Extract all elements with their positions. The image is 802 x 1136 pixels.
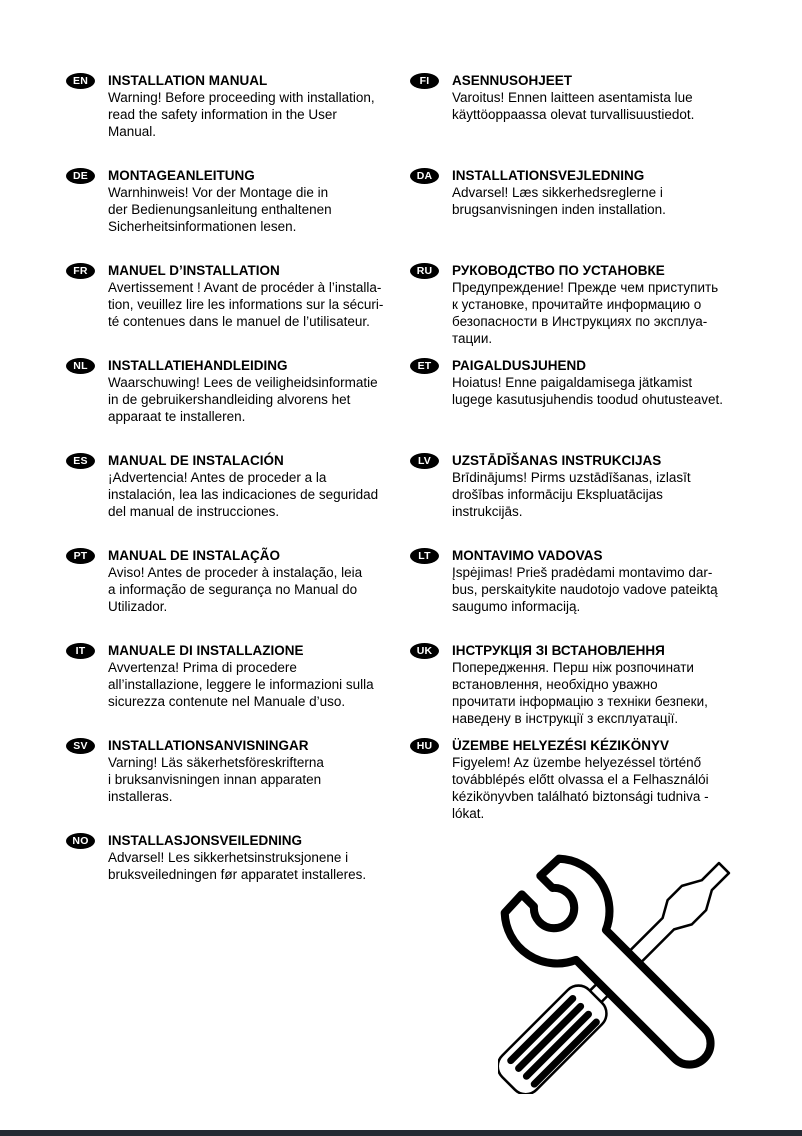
body-line: bus, perskaitykite naudotojo vadove pateiktą	[452, 582, 718, 597]
section-title: MANUEL D’INSTALLATION	[108, 263, 280, 278]
section-title: PAIGALDUSJUHEND	[452, 358, 587, 373]
body-line: Figyelem! Az üzembe helyezéssel történő	[452, 755, 702, 770]
language-section	[66, 832, 366, 883]
section-title: MANUALE DI INSTALLAZIONE	[108, 643, 304, 658]
language-section	[410, 452, 691, 520]
section-body	[108, 374, 378, 425]
body-line: Warning! Before proceeding with installation,	[108, 90, 375, 105]
body-line: Sicherheitsinformationen lesen.	[108, 219, 297, 234]
language-badge: DE	[66, 168, 95, 184]
language-section	[410, 262, 718, 347]
language-section	[410, 357, 723, 408]
body-line: Manual.	[108, 124, 157, 139]
body-line: brugsanvisningen inden installation.	[452, 202, 666, 217]
body-line: тации.	[452, 331, 493, 346]
section-title: INSTALLATION MANUAL	[108, 73, 268, 88]
section-title: РУКОВОДСТВО ПО УСТАНОВКЕ	[452, 263, 665, 278]
body-line: прочитати інформацію з техніки безпеки,	[452, 694, 708, 709]
body-line: saugumo informaciją.	[452, 599, 581, 614]
body-line: ¡Advertencia! Antes de proceder a la	[108, 470, 327, 485]
body-line: apparaat te installeren.	[108, 409, 246, 424]
language-badge: LV	[410, 453, 439, 469]
body-line: in de gebruikershandleiding alvorens het	[108, 392, 351, 407]
body-line: del manual de instrucciones.	[108, 504, 280, 519]
language-badge: SV	[66, 738, 95, 754]
language-section	[410, 167, 666, 218]
section-body	[108, 564, 362, 615]
language-section	[66, 72, 375, 140]
body-line: Varning! Läs säkerhetsföreskrifterna	[108, 755, 324, 770]
language-badge: DA	[410, 168, 439, 184]
language-section	[410, 72, 694, 123]
language-section	[410, 547, 718, 615]
body-line: sicurezza contenute nel Manuale d’uso.	[108, 694, 346, 709]
section-title: MONTAVIMO VADOVAS	[452, 548, 603, 563]
body-line: Brīdinājums! Pirms uzstādīšanas, izlasīt	[452, 470, 691, 485]
section-title: MANUAL DE INSTALAÇÃO	[108, 548, 280, 563]
body-line: instalación, lea las indicaciones de seguridad	[108, 487, 379, 502]
section-title: MANUAL DE INSTALACIÓN	[108, 453, 284, 468]
body-line: lókat.	[452, 806, 485, 821]
body-line: встановлення, необхідно уважно	[452, 677, 658, 692]
body-line: drošības informāciju Ekspluatācijas	[452, 487, 663, 502]
language-section	[410, 737, 709, 822]
section-body	[452, 564, 718, 615]
language-badge: EN	[66, 73, 95, 89]
language-badge: ES	[66, 453, 95, 469]
section-body	[108, 184, 332, 235]
body-line: наведену в інструкції з експлуатації.	[452, 711, 679, 726]
body-line: Advarsel! Læs sikkerhedsreglerne i	[452, 185, 663, 200]
body-line: Hoiatus! Enne paigaldamisega jätkamist	[452, 375, 693, 390]
body-line: tion, veuillez lire les informations sur la sécuri-	[108, 297, 384, 312]
body-line: i bruksanvisningen innan apparaten	[108, 772, 322, 787]
language-section	[66, 547, 362, 615]
language-badge: HU	[410, 738, 439, 754]
section-title: ASENNUSOHJEET	[452, 73, 573, 88]
language-badge: UK	[410, 643, 439, 659]
language-section	[66, 262, 383, 330]
section-body	[452, 469, 691, 520]
section-body	[452, 279, 718, 347]
section-title: INSTALLATIONSVEJLEDNING	[452, 168, 645, 183]
body-line: bruksveiledningen før apparatet installeres.	[108, 867, 367, 882]
body-line: Waarschuwing! Lees de veiligheidsinformatie	[108, 375, 378, 390]
body-line: read the safety information in the User	[108, 107, 337, 122]
section-body	[452, 89, 694, 123]
section-body	[108, 659, 374, 710]
section-title: INSTALLASJONSVEILEDNING	[108, 833, 303, 848]
body-line: Utilizador.	[108, 599, 168, 614]
language-section	[66, 452, 378, 520]
language-section	[66, 642, 374, 710]
language-section	[410, 642, 708, 727]
body-line: a informação de segurança no Manual do	[108, 582, 358, 597]
section-body	[452, 659, 708, 727]
language-badge: LT	[410, 548, 439, 564]
body-line: Попередження. Перш ніж розпочинати	[452, 660, 694, 675]
language-badge: ET	[410, 358, 439, 374]
body-line: der Bedienungsanleitung enthaltenen	[108, 202, 332, 217]
body-line: té contenues dans le manuel de l’utilisateur.	[108, 314, 370, 329]
language-badge: PT	[66, 548, 95, 564]
section-body	[452, 754, 709, 822]
section-body	[108, 849, 366, 883]
wrench-screwdriver-icon	[498, 852, 740, 1094]
body-line: továbblépés előtt olvassa el a Felhasználói	[452, 772, 709, 787]
body-line: lugege kasutusjuhendis toodud ohutusteavet.	[452, 392, 723, 407]
language-badge: FI	[410, 73, 439, 89]
section-title: INSTALLATIEHANDLEIDING	[108, 358, 288, 373]
section-title: ÜZEMBE HELYEZÉSI KÉZIKÖNYV	[452, 738, 670, 753]
body-line: к установке, прочитайте информацию о	[452, 297, 702, 312]
language-badge: NO	[66, 833, 95, 849]
body-line: käyttöoppaassa olevat turvallisuustiedot.	[452, 107, 695, 122]
body-line: installeras.	[108, 789, 173, 804]
body-line: Varoitus! Ennen laitteen asentamista lue	[452, 90, 693, 105]
body-line: instrukcijās.	[452, 504, 523, 519]
language-badge: FR	[66, 263, 95, 279]
body-line: Avertissement ! Avant de procéder à l’installa-	[108, 280, 382, 295]
section-body	[452, 374, 723, 408]
section-body	[108, 279, 383, 330]
section-title: UZSTĀDĪŠANAS INSTRUKCIJAS	[452, 453, 662, 468]
page-bottom-rule	[0, 1130, 802, 1136]
section-title: INSTALLATIONSANVISNINGAR	[108, 738, 309, 753]
body-line: Warnhinweis! Vor der Montage die in	[108, 185, 329, 200]
body-line: all’installazione, leggere le informazioni sulla	[108, 677, 374, 692]
language-section	[66, 357, 378, 425]
section-body	[452, 184, 666, 218]
body-line: kézikönyvben található biztonsági tudniva -	[452, 789, 709, 804]
language-badge: IT	[66, 643, 95, 659]
language-badge: NL	[66, 358, 95, 374]
body-line: Aviso! Antes de proceder à instalação, leia	[108, 565, 363, 580]
section-title: ІНСТРУКЦІЯ ЗІ ВСТАНОВЛЕННЯ	[452, 643, 665, 658]
section-body	[108, 89, 375, 140]
body-line: Įspėjimas! Prieš pradėdami montavimo dar-	[452, 565, 713, 580]
language-section	[66, 167, 332, 235]
body-line: Advarsel! Les sikkerhetsinstruksjonene i	[108, 850, 349, 865]
body-line: Предупреждение! Прежде чем приступить	[452, 280, 719, 295]
body-line: безопасности в Инструкциях по эксплуа-	[452, 314, 708, 329]
section-body	[108, 469, 378, 520]
language-badge: RU	[410, 263, 439, 279]
section-body	[108, 754, 324, 805]
section-title: MONTAGEANLEITUNG	[108, 168, 255, 183]
language-section	[66, 737, 324, 805]
body-line: Avvertenza! Prima di procedere	[108, 660, 297, 675]
